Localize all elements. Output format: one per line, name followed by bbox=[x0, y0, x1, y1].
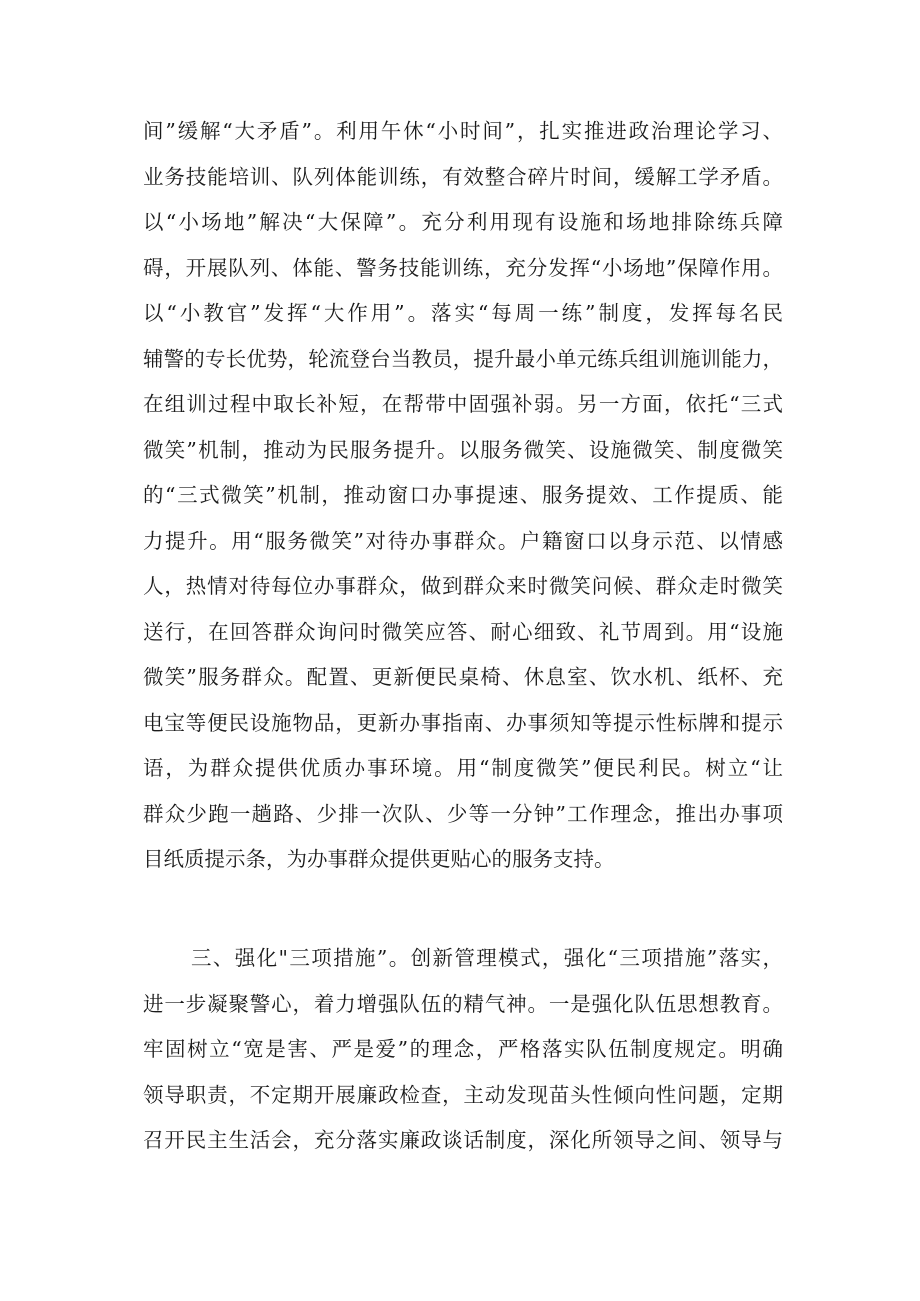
text-line: 碍，开展队列、体能、警务技能训练，充分发挥“小场地”保障作用。 bbox=[143, 255, 783, 280]
text-line: 领导职责，不定期开展廉政检查，主动发现苗头性倾向性问题，定期 bbox=[143, 1082, 783, 1107]
text-line: 在组训过程中取长补短，在帮带中固强补弱。另一方面，依托“三式 bbox=[143, 392, 783, 416]
text-line: 间”缓解“大矛盾”。利用午休“小时间”，扎实推进政治理论学习、 bbox=[143, 119, 783, 143]
text-line: 力提升。用“服务微笑”对待办事群众。户籍窗口以身示范、以情感 bbox=[143, 528, 783, 553]
text-line: 微笑”服务群众。配置、更新便民桌椅、休息室、饮水机、纸杯、充 bbox=[143, 665, 783, 689]
text-line: 牢固树立“宽是害、严是爱”的理念，严格落实队伍制度规定。明确 bbox=[143, 1037, 783, 1061]
text-line: 业务技能培训、队列体能训练，有效整合碎片时间，缓解工学矛盾。 bbox=[143, 164, 783, 189]
body-paragraph-1 bbox=[143, 109, 783, 883]
text-line: 进一步凝聚警心，着力增强队伍的精气神。一是强化队伍思想教育。 bbox=[143, 991, 783, 1016]
text-line: 语，为群众提供优质办事环境。用“制度微笑”便民利民。树立“让 bbox=[143, 756, 783, 780]
text-line: 送行，在回答群众询问时微笑应答、耐心细致、礼节周到。用“设施 bbox=[143, 619, 783, 644]
text-line: 的“三式微笑”机制，推动窗口办事提速、服务提效、工作提质、能 bbox=[143, 483, 783, 507]
text-line: 召开民主生活会，充分落实廉政谈话制度，深化所领导之间、领导与 bbox=[143, 1128, 783, 1152]
text-line: 以“小教官”发挥“大作用”。落实“每周一练”制度，发挥每名民 bbox=[143, 301, 783, 325]
body-paragraph-2 bbox=[143, 936, 783, 1164]
text-line: 目纸质提示条，为办事群众提供更贴心的服务支持。 bbox=[143, 847, 615, 871]
text-line: 以“小场地”解决“大保障”。充分利用现有设施和场地排除练兵障 bbox=[143, 210, 783, 234]
text-line: 群众少跑一趟路、少排一次队、少等一分钟”工作理念，推出办事项 bbox=[143, 801, 783, 826]
text-line: 三、强化"三项措施”。创新管理模式，强化“三项措施”落实， bbox=[191, 946, 783, 970]
text-line: 辅警的专长优势，轮流登台当教员，提升最小单元练兵组训施训能力， bbox=[143, 346, 783, 371]
text-line: 电宝等便民设施物品，更新办事指南、办事须知等提示性标牌和提示 bbox=[143, 710, 783, 735]
text-line: 微笑”机制，推动为民服务提升。以服务微笑、设施微笑、制度微笑 bbox=[143, 437, 783, 462]
text-line: 人，热情对待每位办事群众，做到群众来时微笑问候、群众走时微笑 bbox=[143, 574, 783, 598]
